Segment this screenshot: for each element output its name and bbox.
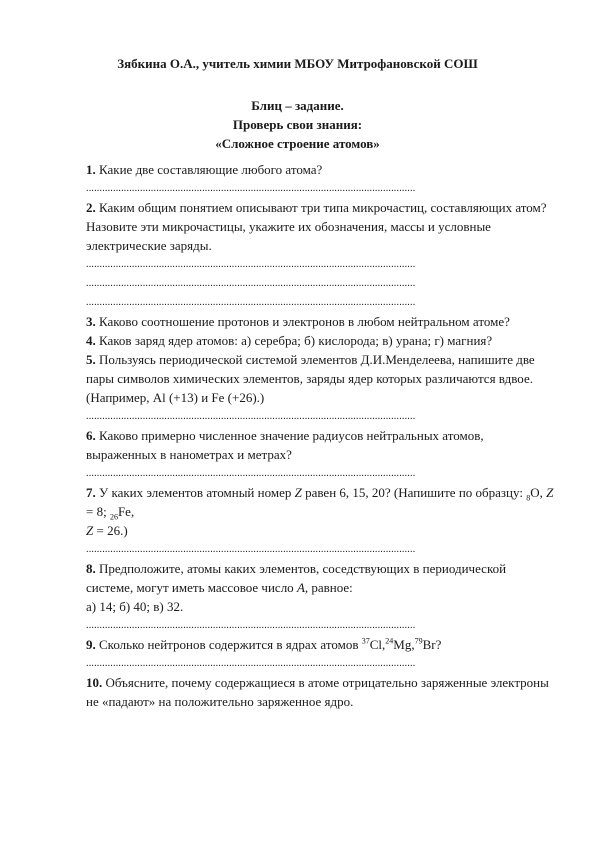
title-block xyxy=(0,96,595,153)
title-line-3: «Сложное строение атомов» xyxy=(215,136,380,151)
example-element: Fe, xyxy=(117,504,135,519)
question-text: Пользуясь периодической системой элементов Д.И.Менделеева, напишите две пары символов химических элементов, заряды ядер которых различаются вдвое. (Например, Al (+13) и Fe (+26).) xyxy=(86,352,535,405)
question-number: 4. xyxy=(86,333,96,348)
question-9 xyxy=(86,635,556,654)
answer-line[interactable] xyxy=(86,293,416,312)
answer-line[interactable] xyxy=(86,255,416,274)
question-text: Каков заряд ядер атомов: а) серебра; б) кислорода; в) урана; г) магния? xyxy=(95,333,493,348)
question-7 xyxy=(86,483,556,540)
answer-line[interactable] xyxy=(86,540,416,559)
question-10 xyxy=(86,673,556,711)
question-number: 8. xyxy=(86,561,96,576)
question-number: 6. xyxy=(86,428,96,443)
question-number: 1. xyxy=(86,162,96,177)
question-text: = 26.) xyxy=(93,523,128,538)
answer-line[interactable] xyxy=(86,407,416,426)
question-5 xyxy=(86,350,556,407)
question-number: 9. xyxy=(86,637,96,652)
question-number: 3. xyxy=(86,314,96,329)
question-text: Каким общим понятием описывают три типа микрочастиц, составляющих атом? Назовите эти микрочастицы, укажите их обозначения, массы и условные электрические заряды. xyxy=(86,200,547,253)
title-line-2: Проверь свои знания: xyxy=(232,117,363,132)
answer-line[interactable] xyxy=(86,654,416,673)
question-text: , равное: xyxy=(304,580,353,595)
isotope-mass: 37 xyxy=(361,636,370,646)
question-2 xyxy=(86,198,556,255)
example-subscript: 8 xyxy=(526,493,531,503)
question-text: У каких элементов атомный номер xyxy=(95,485,295,500)
isotope-element: Mg, xyxy=(393,637,415,652)
question-number: 2. xyxy=(86,200,96,215)
question-options: а) 14; б) 40; в) 32. xyxy=(86,599,184,614)
question-text: Предположите, атомы каких элементов, соседствующих в периодической системе, могут иметь массовое число xyxy=(86,561,507,595)
example-element: O, xyxy=(530,485,547,500)
question-text: = 8; xyxy=(86,504,110,519)
isotope-element: Cl, xyxy=(369,637,386,652)
question-text: равен 6, 15, 20? (Напишите по образцу: xyxy=(301,485,527,500)
question-text: Каково соотношение протонов и электронов в любом нейтральном атоме? xyxy=(95,314,510,329)
questions-list xyxy=(86,160,556,711)
question-text: Каково примерно численное значение радиусов нейтральных атомов, выраженных в нанометрах и метрах? xyxy=(86,428,484,462)
isotope-mass: 79 xyxy=(414,636,423,646)
question-text: Сколько нейтронов содержится в ядрах атомов xyxy=(95,637,362,652)
example-subscript: 26 xyxy=(109,512,118,522)
question-4 xyxy=(86,331,556,350)
isotope-element: Br? xyxy=(422,637,442,652)
question-text: Объясните, почему содержащиеся в атоме отрицательно заряженные электроны не «падают» на положительно заряженное ядро. xyxy=(86,675,549,709)
question-3 xyxy=(86,312,556,331)
question-8 xyxy=(86,559,556,616)
z-symbol: Z xyxy=(546,485,554,500)
z-symbol: Z xyxy=(294,485,302,500)
title-line-1: Блиц – задание. xyxy=(251,98,344,113)
question-number: 5. xyxy=(86,352,96,367)
question-text: Какие две составляющие любого атома? xyxy=(95,162,323,177)
isotope-mass: 24 xyxy=(385,636,394,646)
question-1 xyxy=(86,160,556,179)
answer-line[interactable] xyxy=(86,464,416,483)
question-6 xyxy=(86,426,556,464)
answer-line[interactable] xyxy=(86,274,416,293)
author-header: Зябкина О.А., учитель химии МБОУ Митрофановской СОШ xyxy=(117,56,478,71)
z-symbol: Z xyxy=(86,523,94,538)
question-number: 7. xyxy=(86,485,96,500)
answer-line[interactable] xyxy=(86,179,416,198)
question-number: 10. xyxy=(86,675,103,690)
answer-line[interactable] xyxy=(86,616,416,635)
mass-number-symbol: A xyxy=(296,580,305,595)
